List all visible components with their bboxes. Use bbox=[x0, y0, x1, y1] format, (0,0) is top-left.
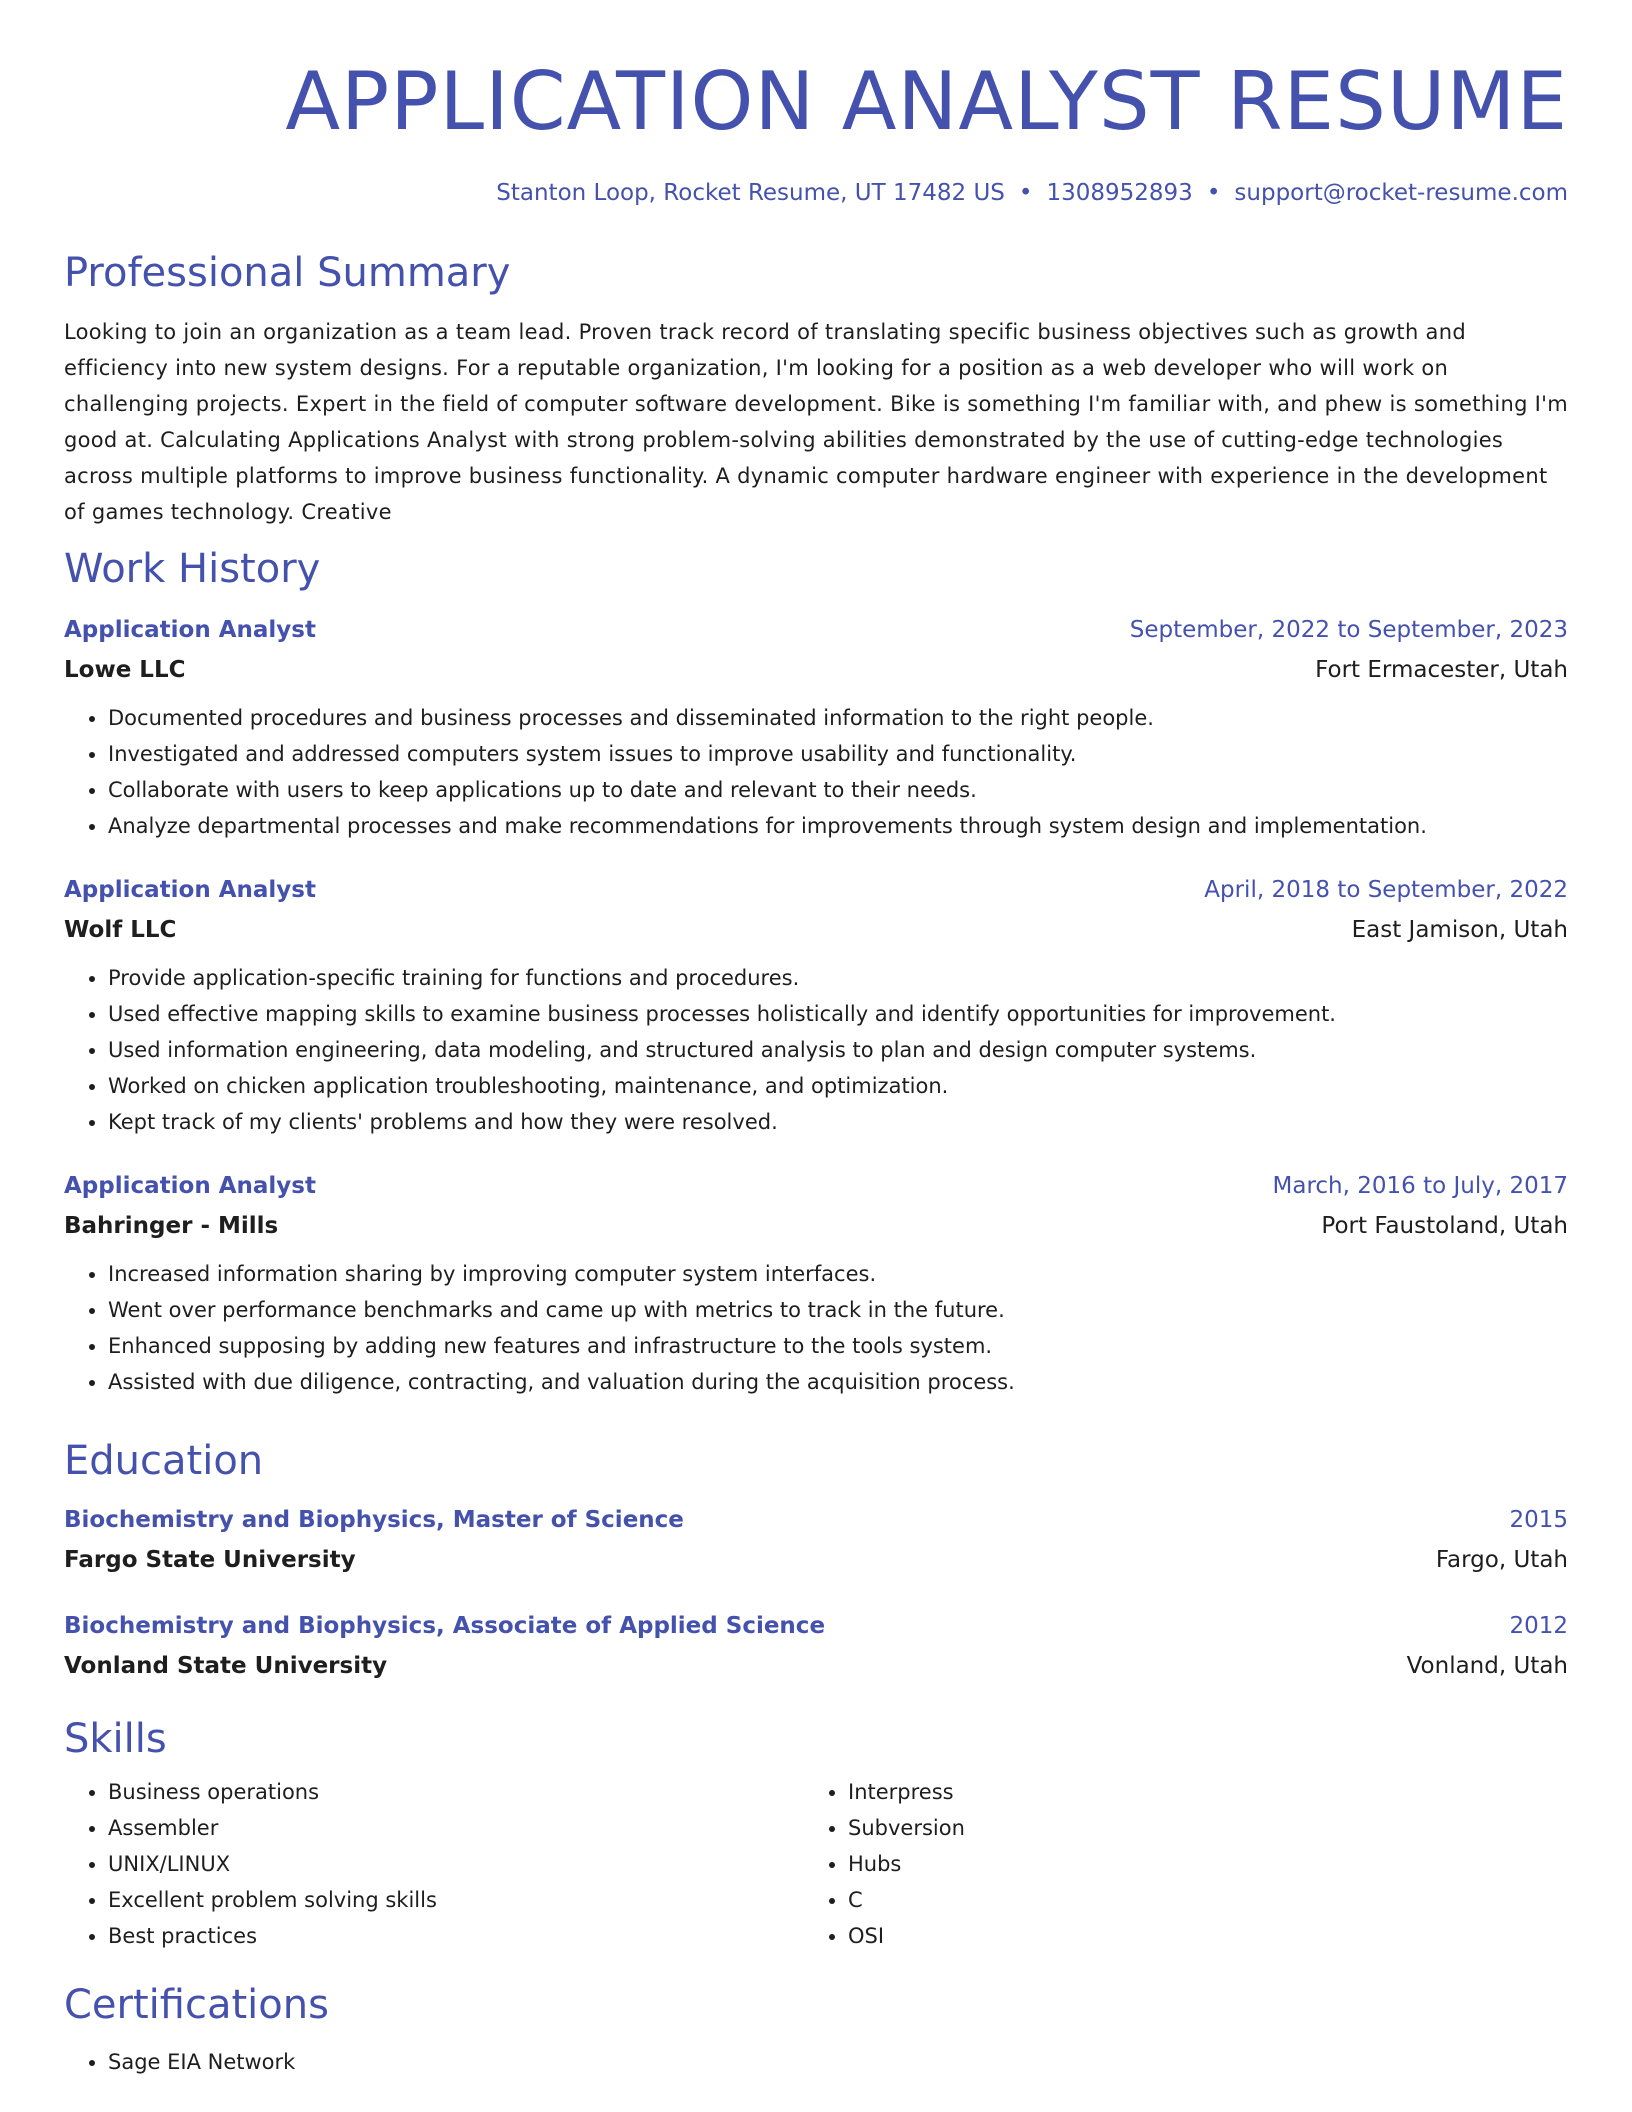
section-heading-certifications: Certifications bbox=[64, 1982, 329, 2028]
job-bullet: • Analyze departmental processes and make recommendations for improvements through system design and implementation. bbox=[108, 808, 1568, 844]
job-company: Bahringer - Mills bbox=[64, 1213, 279, 1239]
section-heading-skills: Skills bbox=[64, 1716, 167, 1762]
job-bullet: • Used information engineering, data modeling, and structured analysis to plan and design computer systems. bbox=[108, 1032, 1568, 1068]
skill-item: • Interpress bbox=[848, 1774, 1544, 1810]
job-bullet: • Assisted with due diligence, contracting, and valuation during the acquisition process. bbox=[108, 1364, 1568, 1400]
job-bullets bbox=[64, 1256, 1568, 1400]
job-entry bbox=[64, 874, 1568, 1140]
education-school: Fargo State University bbox=[64, 1547, 356, 1573]
contact-address: Stanton Loop, Rocket Resume, UT 17482 US bbox=[496, 180, 1005, 206]
certifications-list bbox=[64, 2044, 1568, 2080]
job-bullet: • Increased information sharing by improving computer system interfaces. bbox=[108, 1256, 1568, 1292]
skill-item: • Best practices bbox=[108, 1918, 804, 1954]
job-bullet: • Went over performance benchmarks and came up with metrics to track in the future. bbox=[108, 1292, 1568, 1328]
certification-item: • Sage EIA Network bbox=[108, 2044, 1568, 2080]
contact-email[interactable]: support@rocket-resume.com bbox=[1234, 180, 1568, 206]
job-bullet: • Used effective mapping skills to examine business processes holistically and identify opportunities for improvement. bbox=[108, 996, 1568, 1032]
skill-item: • Hubs bbox=[848, 1846, 1544, 1882]
job-role: Application Analyst bbox=[64, 877, 316, 903]
job-bullet: • Kept track of my clients' problems and how they were resolved. bbox=[108, 1104, 1568, 1140]
job-location: East Jamison, Utah bbox=[1351, 917, 1568, 943]
job-dates: September, 2022 to September, 2023 bbox=[1129, 617, 1568, 643]
job-entry bbox=[64, 1170, 1568, 1400]
education-year: 2012 bbox=[1509, 1613, 1568, 1639]
job-bullets bbox=[64, 960, 1568, 1140]
education-degree: Biochemistry and Biophysics, Master of Science bbox=[64, 1507, 684, 1533]
job-bullet: • Investigated and addressed computers system issues to improve usability and functionality. bbox=[108, 736, 1568, 772]
certifications-block bbox=[64, 2044, 1568, 2080]
job-bullet: • Provide application-specific training for functions and procedures. bbox=[108, 960, 1568, 996]
skill-item: • C bbox=[848, 1882, 1544, 1918]
skill-item: • Excellent problem solving skills bbox=[108, 1882, 804, 1918]
contact-separator: • bbox=[1206, 180, 1221, 206]
job-company: Lowe LLC bbox=[64, 657, 186, 683]
skills-list-left bbox=[64, 1774, 804, 1954]
job-bullet: • Collaborate with users to keep applications up to date and relevant to their needs. bbox=[108, 772, 1568, 808]
job-bullet: • Worked on chicken application troubleshooting, maintenance, and optimization. bbox=[108, 1068, 1568, 1104]
skill-item: • OSI bbox=[848, 1918, 1544, 1954]
section-heading-work-history: Work History bbox=[64, 546, 321, 592]
summary-text: Looking to join an organization as a team lead. Proven track record of translating specific business objectives such as growth and efficiency into new system designs. For a reputable organization, I'm looking for a position as a web developer who will work on challenging projects. Expert in the field of computer software development. Bike is something I'm familiar with, and phew is something I'm good at. Calculating Applications Analyst with strong problem-solving abilities demonstrated by the use of cutting-edge technologies across multiple platforms to improve business functionality. A dynamic computer hardware engineer with experience in the development of games technology. Creative bbox=[64, 320, 1569, 524]
resume-title: APPLICATION ANALYST RESUME bbox=[285, 55, 1568, 148]
resume-header bbox=[64, 52, 1568, 208]
education-entry bbox=[64, 1610, 1568, 1682]
job-dates: March, 2016 to July, 2017 bbox=[1272, 1173, 1568, 1199]
skills-list-right bbox=[804, 1774, 1544, 1954]
education-location: Fargo, Utah bbox=[1435, 1547, 1568, 1573]
job-location: Fort Ermacester, Utah bbox=[1315, 657, 1568, 683]
job-entry bbox=[64, 614, 1568, 844]
education-entry bbox=[64, 1504, 1568, 1576]
skills-columns bbox=[64, 1774, 1568, 1954]
job-location: Port Faustoland, Utah bbox=[1321, 1213, 1568, 1239]
contact-separator: • bbox=[1018, 180, 1033, 206]
skill-item: • Subversion bbox=[848, 1810, 1544, 1846]
contact-phone: 1308952893 bbox=[1046, 180, 1193, 206]
skill-item: • Assembler bbox=[108, 1810, 804, 1846]
skill-item: • UNIX/LINUX bbox=[108, 1846, 804, 1882]
job-company: Wolf LLC bbox=[64, 917, 177, 943]
job-role: Application Analyst bbox=[64, 1173, 316, 1199]
job-bullet: • Enhanced supposing by adding new features and infrastructure to the tools system. bbox=[108, 1328, 1568, 1364]
job-role: Application Analyst bbox=[64, 617, 316, 643]
education-location: Vonland, Utah bbox=[1406, 1653, 1568, 1679]
section-heading-education: Education bbox=[64, 1438, 264, 1484]
skill-item: • Business operations bbox=[108, 1774, 804, 1810]
contact-line bbox=[64, 178, 1568, 208]
education-school: Vonland State University bbox=[64, 1653, 388, 1679]
job-bullets bbox=[64, 700, 1568, 844]
section-heading-summary: Professional Summary bbox=[64, 250, 511, 296]
education-degree: Biochemistry and Biophysics, Associate of Applied Science bbox=[64, 1613, 826, 1639]
job-dates: April, 2018 to September, 2022 bbox=[1204, 877, 1568, 903]
job-bullet: • Documented procedures and business processes and disseminated information to the right people. bbox=[108, 700, 1568, 736]
education-year: 2015 bbox=[1509, 1507, 1568, 1533]
